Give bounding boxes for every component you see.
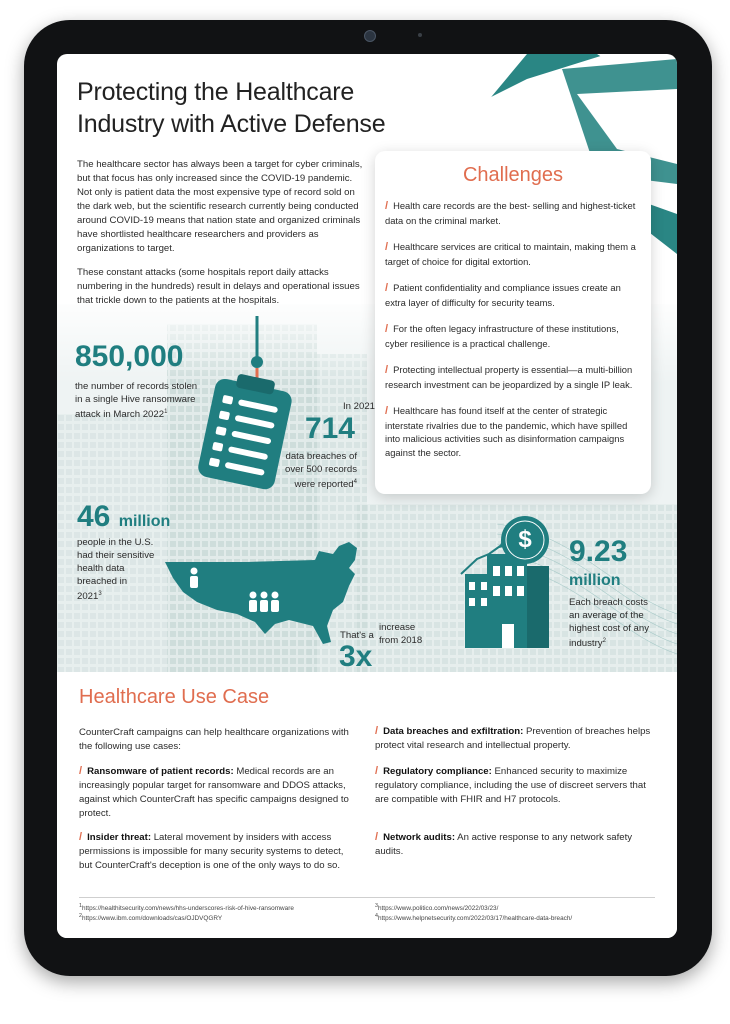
footnote-number: 2 xyxy=(79,913,82,919)
slash-bullet-icon: / xyxy=(385,282,389,294)
slash-bullet-icon: / xyxy=(375,765,379,777)
challenge-item xyxy=(385,322,643,350)
use-case-body: Medical records are an increasingly popular target for ransomware and DDOS attacks, against which CounterCraft has specific campaigns designed to protect. xyxy=(79,766,349,819)
use-case-heading: Regulatory compliance: xyxy=(383,766,492,777)
challenges-list xyxy=(385,199,643,472)
challenge-text: Patient confidentiality and compliance issues create an extra layer of difficulty for security teams. xyxy=(385,282,621,308)
footnote-4 xyxy=(375,912,655,923)
people-stat-text xyxy=(77,536,187,603)
challenges-card xyxy=(375,151,651,494)
footnote-ref: 1 xyxy=(164,409,168,415)
footnote-link[interactable]: https://www.helpnetsecurity.com/2022/03/17/healthcare-data-breach/ xyxy=(377,915,573,923)
footnote-number: 4 xyxy=(375,913,378,919)
challenge-text: For the often legacy infrastructure of these institutions, cyber resilience is a practical challenge. xyxy=(385,323,619,349)
camera-icon xyxy=(364,30,376,42)
footnote-number: 1 xyxy=(79,903,82,909)
use-case-item xyxy=(79,764,351,821)
breaches-stat-value: 714 xyxy=(304,412,355,445)
footnote-2 xyxy=(79,912,369,923)
footnote-link[interactable]: https://healthitsecurity.com/news/hhs-underscores-risk-of-hive-ransomware xyxy=(81,905,294,913)
breaches-line-3: were reported xyxy=(294,479,354,491)
increase-stat-text xyxy=(379,621,449,647)
footnote-link[interactable]: https://www.politico.com/news/2022/03/23/ xyxy=(377,905,499,913)
use-case-heading: Data breaches and exfiltration: xyxy=(383,726,524,737)
challenge-item xyxy=(385,240,643,268)
document-page xyxy=(57,54,677,938)
footnote-link[interactable]: https://www.ibm.com/downloads/cas/OJDVQGRY xyxy=(81,915,223,923)
people-line-2: had their sensitive xyxy=(77,550,155,561)
title-line-1: Protecting the Healthcare xyxy=(77,78,355,106)
use-case-section xyxy=(57,672,677,938)
slash-bullet-icon: / xyxy=(385,405,389,417)
challenge-text: Protecting intellectual property is essential—a multi-billion research investment can be jeopardized by a single IP leak. xyxy=(385,364,633,390)
people-unit: million xyxy=(118,513,171,530)
people-line-1: people in the U.S. xyxy=(77,537,154,548)
use-case-heading: Ransomware of patient records: xyxy=(87,766,234,777)
cost-stat-text xyxy=(569,596,669,650)
challenge-item xyxy=(385,281,643,309)
use-case-body: An active response to any network safety audits. xyxy=(375,832,633,857)
increase-line-1: increase xyxy=(379,622,416,633)
cost-line-2: an average of the xyxy=(569,610,644,621)
cost-stat-value: 9.23 xyxy=(569,535,628,568)
people-number: 46 xyxy=(77,500,111,533)
people-line-5: 2021 xyxy=(77,591,99,603)
slash-bullet-icon: / xyxy=(375,725,379,737)
breaches-stat-text xyxy=(265,450,357,491)
footnote-ref: 3 xyxy=(98,591,102,597)
challenges-title: Challenges xyxy=(462,164,564,186)
use-case-title: Healthcare Use Case xyxy=(79,686,270,708)
records-stat-text xyxy=(75,380,215,421)
people-line-3: health data xyxy=(77,563,125,574)
increase-line-2: from 2018 xyxy=(379,635,423,646)
records-line-3: attack in March 2022 xyxy=(75,409,165,421)
intro-paragraph-2: These constant attacks (some hospitals report daily attacks numbering in the hundreds) result in delays and operational issues that trickle down to the patients at the hospitals. xyxy=(77,267,360,306)
use-case-item xyxy=(79,830,351,873)
sensor-dot xyxy=(418,33,422,37)
use-case-intro: CounterCraft campaigns can help healthcare organizations with the following use cases: xyxy=(79,727,349,752)
footnote-divider xyxy=(79,897,655,898)
records-line-1: the number of records stolen xyxy=(75,381,198,392)
records-line-2: in a single Hive ransomware xyxy=(75,394,196,405)
challenge-item xyxy=(385,404,643,459)
challenge-text: Healthcare has found itself at the center of strategic interstate rivalries due to the pandemic, which have spilled into malicious activities such as disinformation campaigns against the sector. xyxy=(385,405,628,458)
slash-bullet-icon: / xyxy=(375,831,379,843)
slash-bullet-icon: / xyxy=(385,241,389,253)
slash-bullet-icon: / xyxy=(385,323,389,335)
challenge-item xyxy=(385,199,643,227)
cost-line-3: highest cost of any xyxy=(569,623,649,634)
challenge-item xyxy=(385,363,643,391)
breaches-year: In 2021 xyxy=(342,401,375,412)
challenge-text: Health care records are the best- selling and highest-ticket data on the criminal market. xyxy=(385,200,636,226)
dollar-icon: $ xyxy=(518,526,532,553)
increase-stat-value: 3x xyxy=(339,640,373,672)
slash-bullet-icon: / xyxy=(385,200,389,212)
use-case-body: Enhanced security to maximize regulatory compliance, including the use of discreet servers that are compatible with FHIR and H7 protocols. xyxy=(375,766,646,805)
intro-paragraph-1: The healthcare sector has always been a target for cyber criminals, but that focus has only increased since the COVID-19 pandemic. Not only is patient data the most expensive type of record sold on the dark web, but the scientific research currently being conducted around COVID-19 means that nation state and organized criminals have shortlisted healthcare researchers and providers as organizations to target. xyxy=(77,159,363,254)
cost-line-1: Each breach costs xyxy=(569,597,648,608)
intro-text xyxy=(77,158,367,318)
cost-line-4: industry xyxy=(569,638,603,650)
slash-bullet-icon: / xyxy=(385,364,389,376)
use-case-item xyxy=(375,764,655,807)
breaches-line-2: over 500 records xyxy=(285,464,357,475)
challenge-text: Healthcare services are critical to maintain, making them a target of choice for digital extortion. xyxy=(385,241,636,267)
footnote-ref: 2 xyxy=(602,638,606,644)
use-case-body: Prevention of breaches helps protect vital research and intellectual property. xyxy=(375,726,651,751)
records-stat-value: 850,000 xyxy=(75,340,184,373)
slash-bullet-icon: / xyxy=(79,831,83,843)
slash-bullet-icon: / xyxy=(79,765,83,777)
people-stat-value xyxy=(77,500,170,534)
title-line-2: Industry with Active Defense xyxy=(77,110,386,138)
use-case-item xyxy=(375,724,655,753)
people-line-4: breached in xyxy=(77,576,128,587)
hero-section xyxy=(57,54,677,672)
breaches-line-1: data breaches of xyxy=(285,451,357,462)
use-case-heading: Network audits: xyxy=(383,832,456,843)
page-title xyxy=(77,76,385,140)
use-case-heading: Insider threat: xyxy=(87,832,152,843)
increase-lead: That's a xyxy=(340,630,374,641)
cost-stat-unit: million xyxy=(569,572,621,589)
use-case-body: Lateral movement by insiders with access permissions is impossible for many security systems to detect, but CounterCraft's deception is one of the only ways to do so. xyxy=(79,832,344,871)
use-case-item xyxy=(375,830,655,859)
footnote-number: 3 xyxy=(375,903,378,909)
footnote-ref: 4 xyxy=(353,479,357,485)
